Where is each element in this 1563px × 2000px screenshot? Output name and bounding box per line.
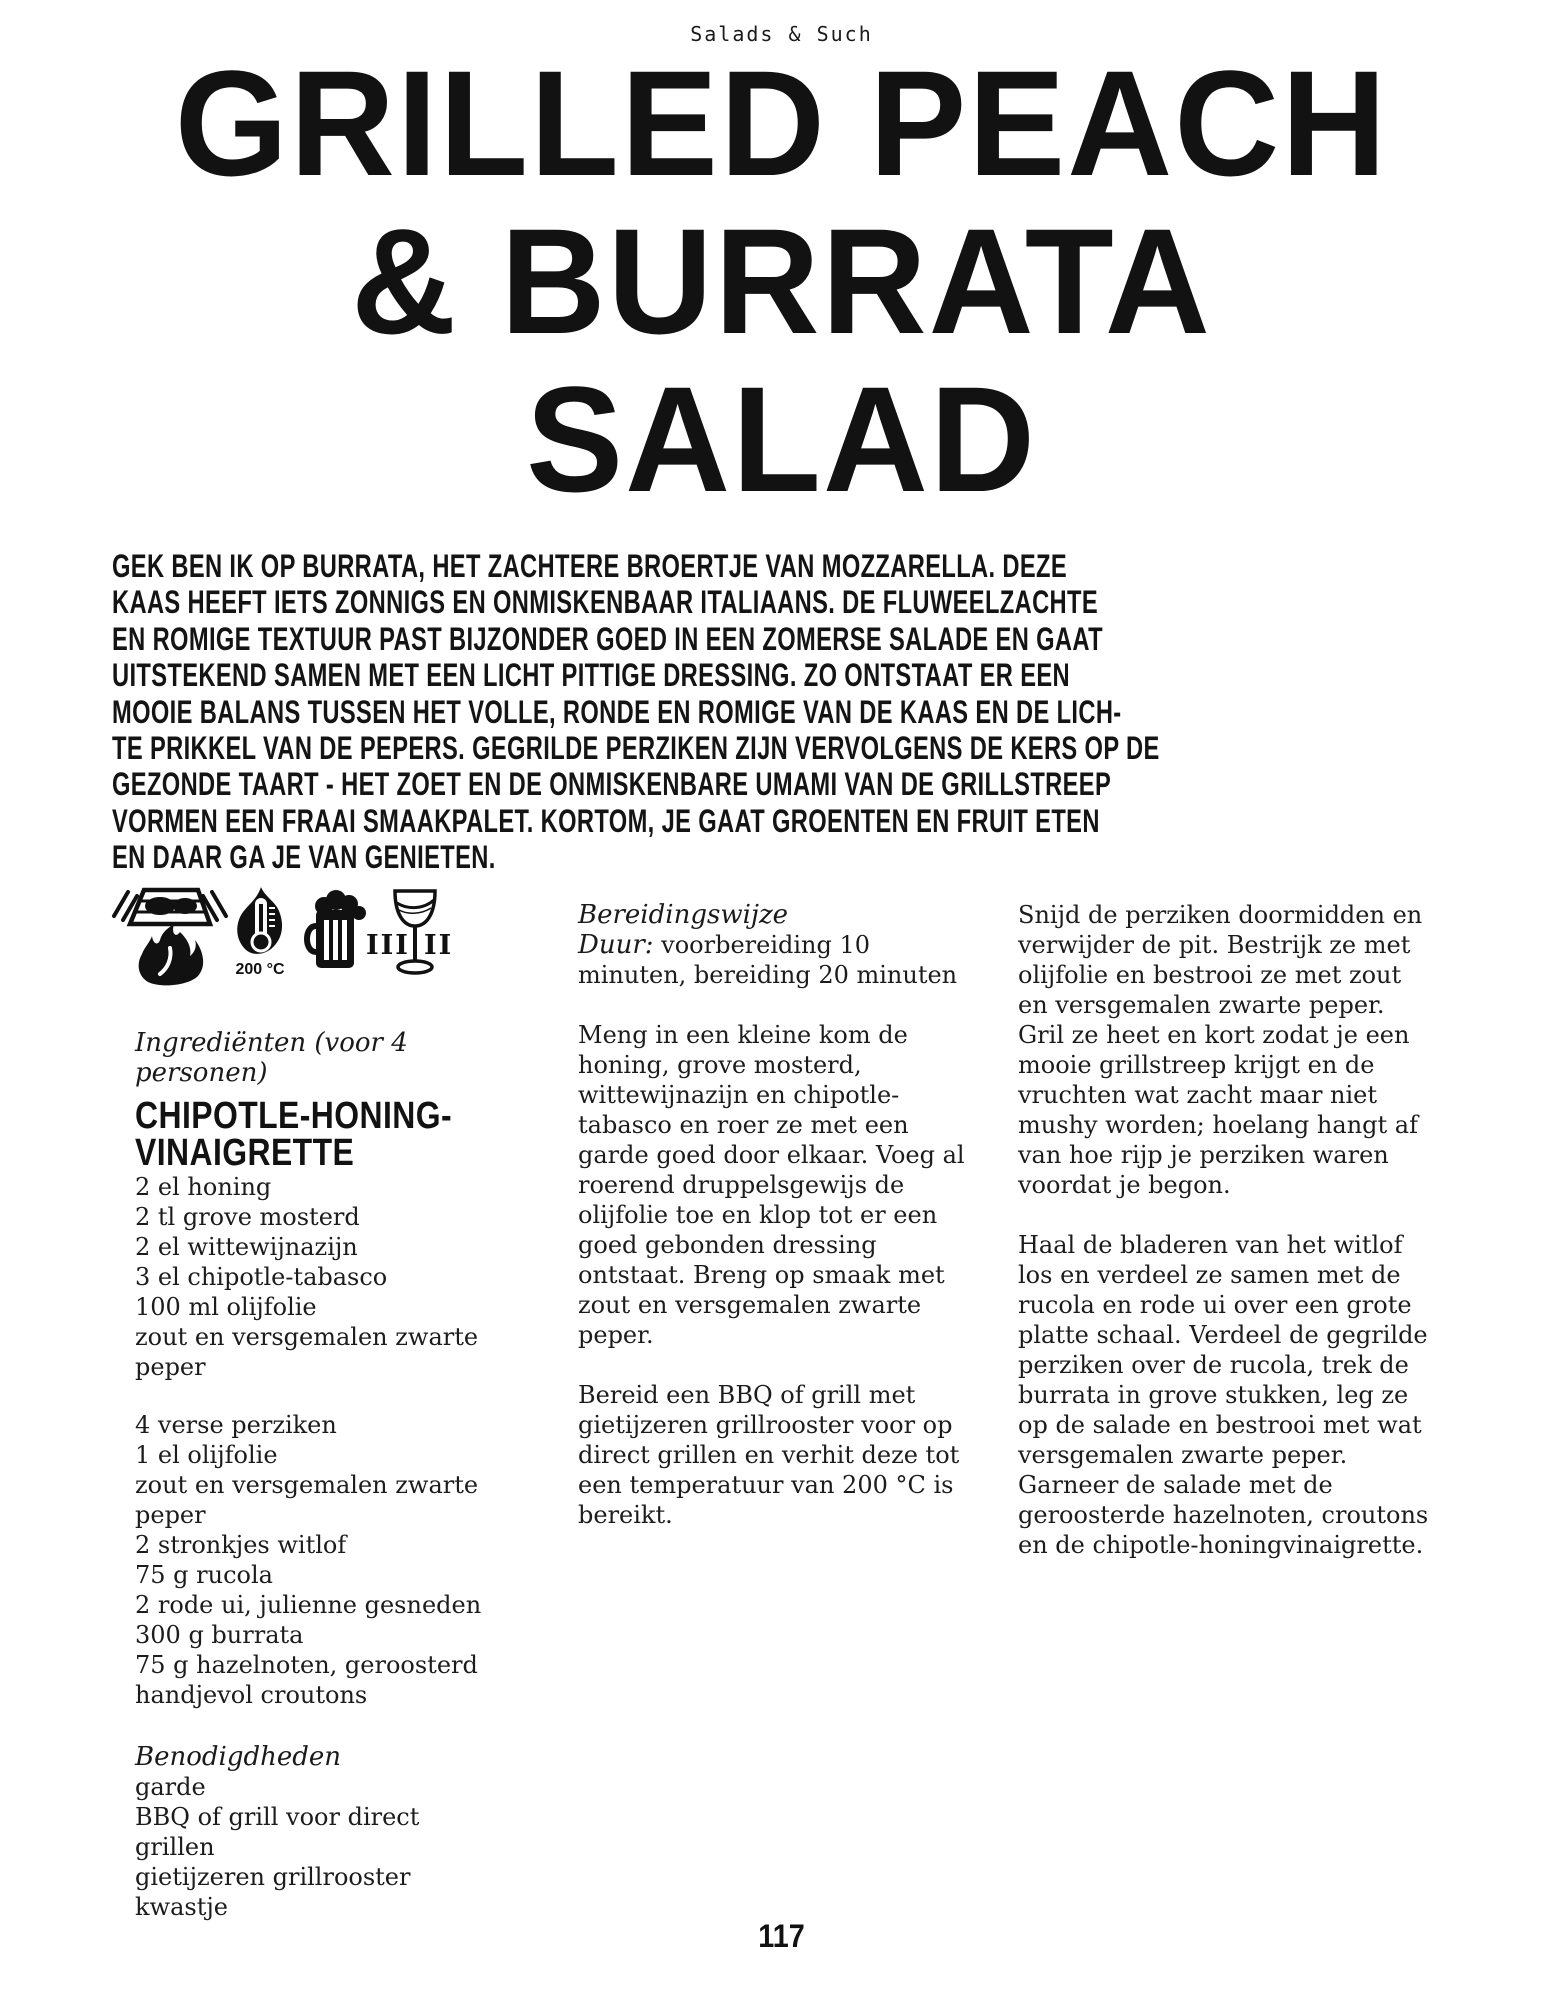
- ingredient-item: 2 rode ui, julienne gesneden: [135, 1591, 482, 1619]
- ingredient-item: 100 ml olijfolie: [135, 1293, 317, 1321]
- ingredient-item: 2 tl grove mosterd: [135, 1203, 360, 1231]
- recipe-title-line: & BURRATA: [351, 197, 1212, 365]
- beer-rating: III: [366, 930, 410, 961]
- temperature-label: 200 °C: [235, 961, 285, 978]
- intro-line: VORMEN EEN FRAAI SMAAKPALET. KORTOM, JE GAAT GROENTEN EN FRUIT ETEN: [112, 802, 1100, 839]
- equipment-heading: Benodigdheden: [135, 1742, 342, 1772]
- vinaigrette-heading: [135, 1095, 500, 1174]
- section-header: Salads & Such: [690, 22, 873, 46]
- ingredient-item: 1 el olijfolie: [135, 1441, 278, 1469]
- grill-fire-icon: [108, 882, 232, 986]
- ingredient-item: 75 g hazelnoten, geroosterd: [135, 1651, 478, 1679]
- duration-text: voorbereiding 10 minuten, bereiding 20 minuten: [578, 931, 958, 989]
- beer-mug-icon: [300, 890, 368, 972]
- intro-line: GEK BEN IK OP BURRATA, HET ZACHTERE BROERTJE VAN MOZZARELLA. DEZE: [112, 548, 1068, 584]
- ingredient-item: 300 g burrata: [135, 1621, 304, 1649]
- equipment-item: garde: [135, 1773, 206, 1801]
- ingredient-item: handjevol croutons: [135, 1681, 368, 1709]
- intro-line: GEZONDE TAART - HET ZOET EN DE ONMISKENBARE UMAMI VAN DE GRILLSTREEP: [112, 766, 1112, 803]
- preparation-step-2: Bereid een BBQ of grill met gietijzeren grillrooster voor op direct grillen en verhit deze tot een temperatuur van 200 °C is bereikt.: [578, 1381, 960, 1529]
- ingredient-item: 2 el wittewijnazijn: [135, 1233, 358, 1261]
- equipment-item: kwastje: [135, 1893, 228, 1921]
- vinaigrette-heading-line: CHIPOTLE-HONING-: [135, 1095, 453, 1137]
- intro-paragraph: [112, 548, 1528, 876]
- intro-line: KAAS HEEFT IETS ZONNIGS EN ONMISKENBAAR ITALIAANS. DE FLUWEELZACHTE: [112, 584, 1099, 621]
- ingredient-item: zout en versgemalen zwarte peper: [135, 1323, 479, 1381]
- ingredient-item: 3 el chipotle-tabasco: [135, 1263, 388, 1291]
- preparation-column-2: [1018, 900, 1430, 1590]
- ingredient-item: 2 el honing: [135, 1173, 272, 1201]
- equipment-list: [135, 1772, 500, 1922]
- equipment-item: BBQ of grill voor direct grillen: [135, 1803, 420, 1861]
- ingredient-item: zout en versgemalen zwarte peper: [135, 1471, 479, 1529]
- temperature-icon: [232, 886, 290, 960]
- intro-line: EN DAAR GA JE VAN GENIETEN.: [112, 839, 496, 876]
- recipe-title-line: GRILLED PEACH: [174, 39, 1389, 207]
- preparation-step-4: Haal de bladeren van het witlof los en verdeel ze samen met de rucola en rode ui over een grote platte schaal. Verdeel de gegrilde perziken over de rucola, trek de burrata in grove stukken, leg ze op de salade en bestrooi met wat versgemalen zwarte peper. Garneer de salade met de geroosterde hazelnoten, croutons en de chipotle-honingvinaigrette.: [1018, 1231, 1429, 1559]
- vinaigrette-heading-line: VINAIGRETTE: [135, 1132, 355, 1174]
- vinaigrette-ingredient-list: [135, 1172, 500, 1382]
- salad-ingredient-list: [135, 1410, 500, 1710]
- equipment-item: gietijzeren grillrooster: [135, 1863, 411, 1891]
- intro-line: EN ROMIGE TEXTUUR PAST BIJZONDER GOED IN EEN ZOMERSE SALADE EN GAAT: [112, 620, 1103, 657]
- ingredients-heading: Ingrediënten (voor 4 personen): [135, 1028, 408, 1088]
- duration-line: [578, 930, 978, 990]
- intro-line: MOOIE BALANS TUSSEN HET VOLLE, RONDE EN ROMIGE VAN DE KAAS EN DE LICH-: [112, 693, 1122, 730]
- ingredient-item: 75 g rucola: [135, 1561, 273, 1589]
- page-number: 117: [758, 1918, 805, 1954]
- duration-label: Duur:: [578, 930, 654, 960]
- wine-rating: II: [424, 930, 454, 961]
- preparation-step-1: Meng in een kleine kom de honing, grove mosterd, wittewijnazijn en chipotle-tabasco en roer ze met een garde goed door elkaar. Voeg al roerend druppelsgewijs de olijfolie toe en klop tot er een goed gebonden dressing ontstaat. Breng op smaak met zout en versgemalen zwarte peper.: [578, 1021, 965, 1349]
- intro-line: TE PRIKKEL VAN DE PEPERS. GEGRILDE PERZIKEN ZIJN VERVOLGENS DE KERS OP DE: [112, 730, 1160, 767]
- preparation-heading: Bereidingswijze: [578, 900, 789, 930]
- preparation-step-3: Snijd de perziken doormidden en verwijder de pit. Bestrijk ze met olijfolie en bestrooi ze met zout en versgemalen zwarte peper. Gril ze heet en kort zodat je een mooie grillstreep krijgt en de vruchten wat zacht maar niet mushy worden; hoelang hangt af van hoe rijp je perziken waren voordat je begon.: [1018, 901, 1423, 1199]
- recipe-title: [0, 39, 1563, 523]
- ingredients-column: [135, 1028, 500, 1922]
- recipe-title-line: SALAD: [526, 355, 1037, 523]
- ingredient-item: 2 stronkjes witlof: [135, 1531, 347, 1559]
- intro-line: UITSTEKEND SAMEN MET EEN LICHT PITTIGE DRESSING. ZO ONTSTAAT ER EEN: [112, 657, 1070, 694]
- preparation-column-1: [578, 900, 978, 1560]
- ingredient-item: 4 verse perziken: [135, 1411, 337, 1439]
